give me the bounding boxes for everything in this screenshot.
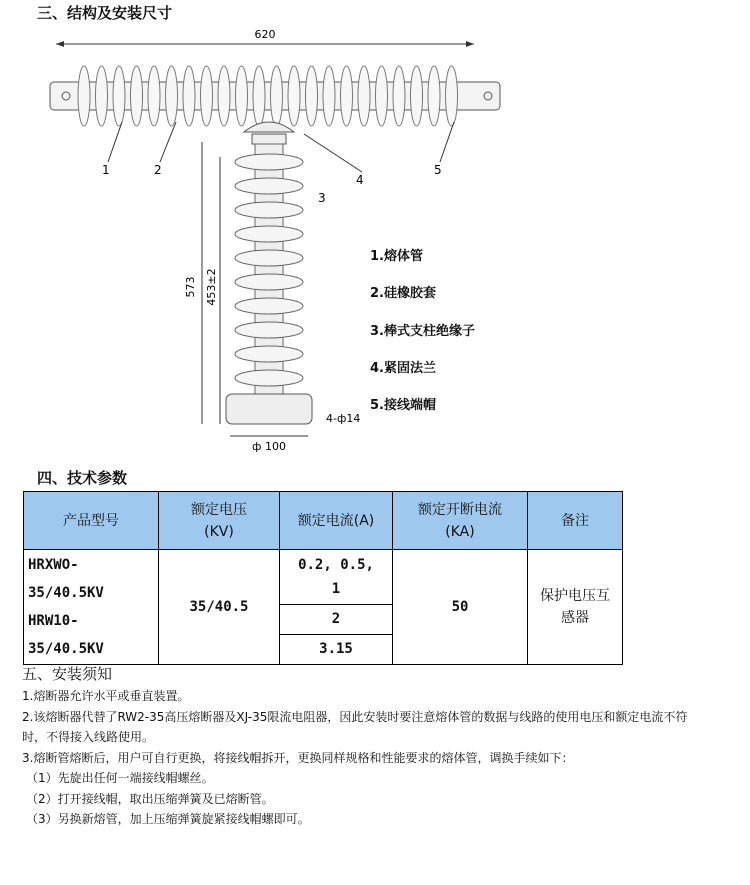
tube-shed	[201, 66, 213, 126]
insulator-shed	[235, 154, 303, 170]
cell-voltage: 35/40.5	[159, 550, 280, 665]
insulator-shed	[235, 322, 303, 338]
header-current: 额定电流(A)	[280, 492, 393, 550]
insulator-shed	[235, 298, 303, 314]
flange	[244, 122, 294, 132]
legend-item-4: 4.紧固法兰	[370, 361, 436, 376]
note-line: 1.熔断器允许水平或垂直装置。	[22, 689, 190, 703]
note-line: （3）另换新熔管，加上压缩弹簧旋紧接线帽螺即可。	[26, 812, 310, 826]
insulator-shed	[235, 226, 303, 242]
tube-shed	[393, 66, 405, 126]
tube-shed	[253, 66, 265, 126]
spec-table	[23, 491, 623, 665]
callout-1: 1	[102, 163, 110, 177]
tube-shed	[78, 66, 90, 126]
leader-5	[440, 122, 454, 162]
arrow-right	[466, 41, 474, 47]
note-line: 3.熔断管熔断后，用户可自行更换，将接线帽拆开，更换同样规格和性能要求的熔体管，调换手续如下：	[22, 750, 574, 765]
dim-holes: 4-ф14	[326, 412, 361, 425]
tube-shed	[306, 66, 318, 126]
tube-shed	[96, 66, 108, 126]
dim-453: 453±2	[205, 268, 218, 306]
tube-shed	[288, 66, 300, 126]
leader-2	[160, 122, 176, 162]
tube-shed	[446, 66, 458, 126]
tube-shed	[271, 66, 283, 126]
legend-item-1: 1.熔体管	[370, 249, 423, 264]
legend-item-5: 5.接线端帽	[370, 398, 436, 413]
callout-5: 5	[434, 163, 442, 177]
insulator-shed	[235, 178, 303, 194]
callout-2: 2	[154, 163, 162, 177]
dim-620: 620	[254, 28, 276, 41]
arrow-left	[56, 41, 64, 47]
leader-4	[304, 134, 362, 172]
legend-item-3: 3.棒式支柱绝缘子	[370, 324, 475, 339]
note-line: 2.该熔断器代替了RW2-35高压熔断器及XJ-35限流电阻器，因此安装时要注意熔体管的数据与线路的使用电压和额定电流不符	[22, 709, 688, 724]
cell-current-1: 0.2, 0.5, 1	[280, 550, 393, 605]
header-voltage: 额定电压 (KV)	[159, 492, 280, 550]
note-line: 时，不得接入线路使用。	[22, 730, 155, 744]
flange-base	[252, 134, 286, 144]
note-line: （2）打开接线帽，取出压缩弹簧及已熔断管。	[26, 791, 274, 806]
tube-shed	[148, 66, 160, 126]
legend-item-2: 2.硅橡胶套	[370, 286, 436, 301]
dim-base: ф 100	[252, 440, 286, 453]
tube-shed	[131, 66, 143, 126]
cell-model: HRXWO- 35/40.5KV HRW10- 35/40.5KV	[24, 550, 159, 665]
tube-shed	[341, 66, 353, 126]
tube-shed	[113, 66, 125, 126]
insulator-shed	[235, 202, 303, 218]
insulator-base	[226, 394, 312, 424]
tube-shed	[376, 66, 388, 126]
cell-breaking: 50	[393, 550, 528, 665]
header-breaking: 额定开断电流 (KA)	[393, 492, 528, 550]
insulator-shed	[235, 370, 303, 386]
tube-shed	[358, 66, 370, 126]
note-line: （1）先旋出任何一端接线帽螺丝。	[26, 771, 214, 785]
tube-shed	[166, 66, 178, 126]
table-row	[24, 550, 623, 605]
post-insulator	[235, 144, 303, 396]
section-title-install: 五、安装须知	[22, 665, 113, 683]
tube-shed	[428, 66, 440, 126]
dim-573: 573	[184, 276, 197, 298]
header-note: 备注	[528, 492, 623, 550]
cell-note: 保护电压互 感器	[528, 550, 623, 665]
cell-current-2: 2	[280, 604, 393, 634]
callout-3: 3	[318, 191, 326, 205]
tube-shed	[323, 66, 335, 126]
tube-shed	[411, 66, 423, 126]
insulator-shed	[235, 346, 303, 362]
table-header-row	[24, 492, 623, 550]
cell-current-3: 3.15	[280, 634, 393, 664]
insulator-shed	[235, 250, 303, 266]
tube-shed	[218, 66, 230, 126]
tube-shed	[236, 66, 248, 126]
header-model: 产品型号	[24, 492, 159, 550]
insulator-shed	[235, 274, 303, 290]
section-title-structure: 三、结构及安装尺寸	[37, 4, 173, 22]
section-title-params: 四、技术参数	[37, 469, 128, 487]
install-notes	[22, 686, 687, 830]
leader-1	[108, 122, 122, 162]
callout-4: 4	[356, 173, 364, 187]
tube-shed	[183, 66, 195, 126]
